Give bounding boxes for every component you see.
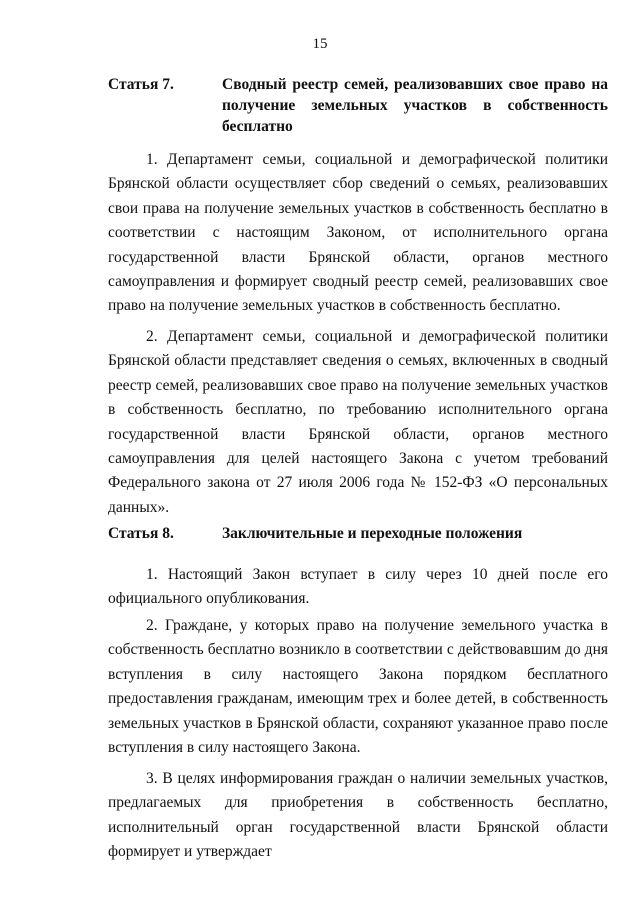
article-8-label: Статья 8. bbox=[108, 525, 174, 542]
article-7-title: Сводный реестр семей, реализовавших свое право на получение земельных участков в собственность бесплатно bbox=[222, 76, 608, 135]
article-8-title: Заключительные и переходные положения bbox=[222, 525, 523, 542]
article-7-heading bbox=[108, 74, 608, 137]
article-7-paragraph-1: 1. Департамент семьи, социальной и демографической политики Брянской области осуществляет сбор сведений о семьях, реализовавших свои права на получение земельных участков в собственность бесплатно в соответствии с настоящим Законом, от исполнительного органа государственной власти Брянской области, органов местного самоуправления и формирует сводный реестр семей, реализовавших свое право на получение земельных участков в собственность бесплатно. bbox=[108, 151, 608, 315]
article-8-paragraph-2: 2. Граждане, у которых право на получение земельного участка в собственность бесплатно возникло в соответствии с действовавшим до дня вступления в силу настоящего Закона порядком бесплатного предоставления гражданам, имеющим трех и более детей, в собственность земельных участков в Брянской области, сохраняют указанное право после вступления в силу настоящего Закона. bbox=[108, 617, 608, 757]
article-8-paragraph-1: 1. Настоящий Закон вступает в силу через 10 дней после его официального опубликования. bbox=[108, 566, 608, 608]
article-8-heading bbox=[108, 523, 608, 544]
article-7-paragraph-2: 2. Департамент семьи, социальной и демографической политики Брянской области представляет сведения о семьях, включенных в сводный реестр семей, реализовавших свое право на получение земельных участков в собственность бесплатно, по требованию исполнительного органа государственной власти Брянской области, органов местного самоуправления для целей настоящего Закона с учетом требований Федерального закона от 27 июля 2006 года № 152-ФЗ «О персональных данных». bbox=[108, 328, 608, 516]
page-number: 15 bbox=[312, 36, 328, 52]
article-7-label: Статья 7. bbox=[108, 76, 174, 93]
article-8-paragraph-3: 3. В целях информирования граждан о наличии земельных участков, предлагаемых для приобретения в собственность бесплатно, исполнительный орган государственной власти Брянской области формирует и утверждает bbox=[108, 770, 608, 861]
